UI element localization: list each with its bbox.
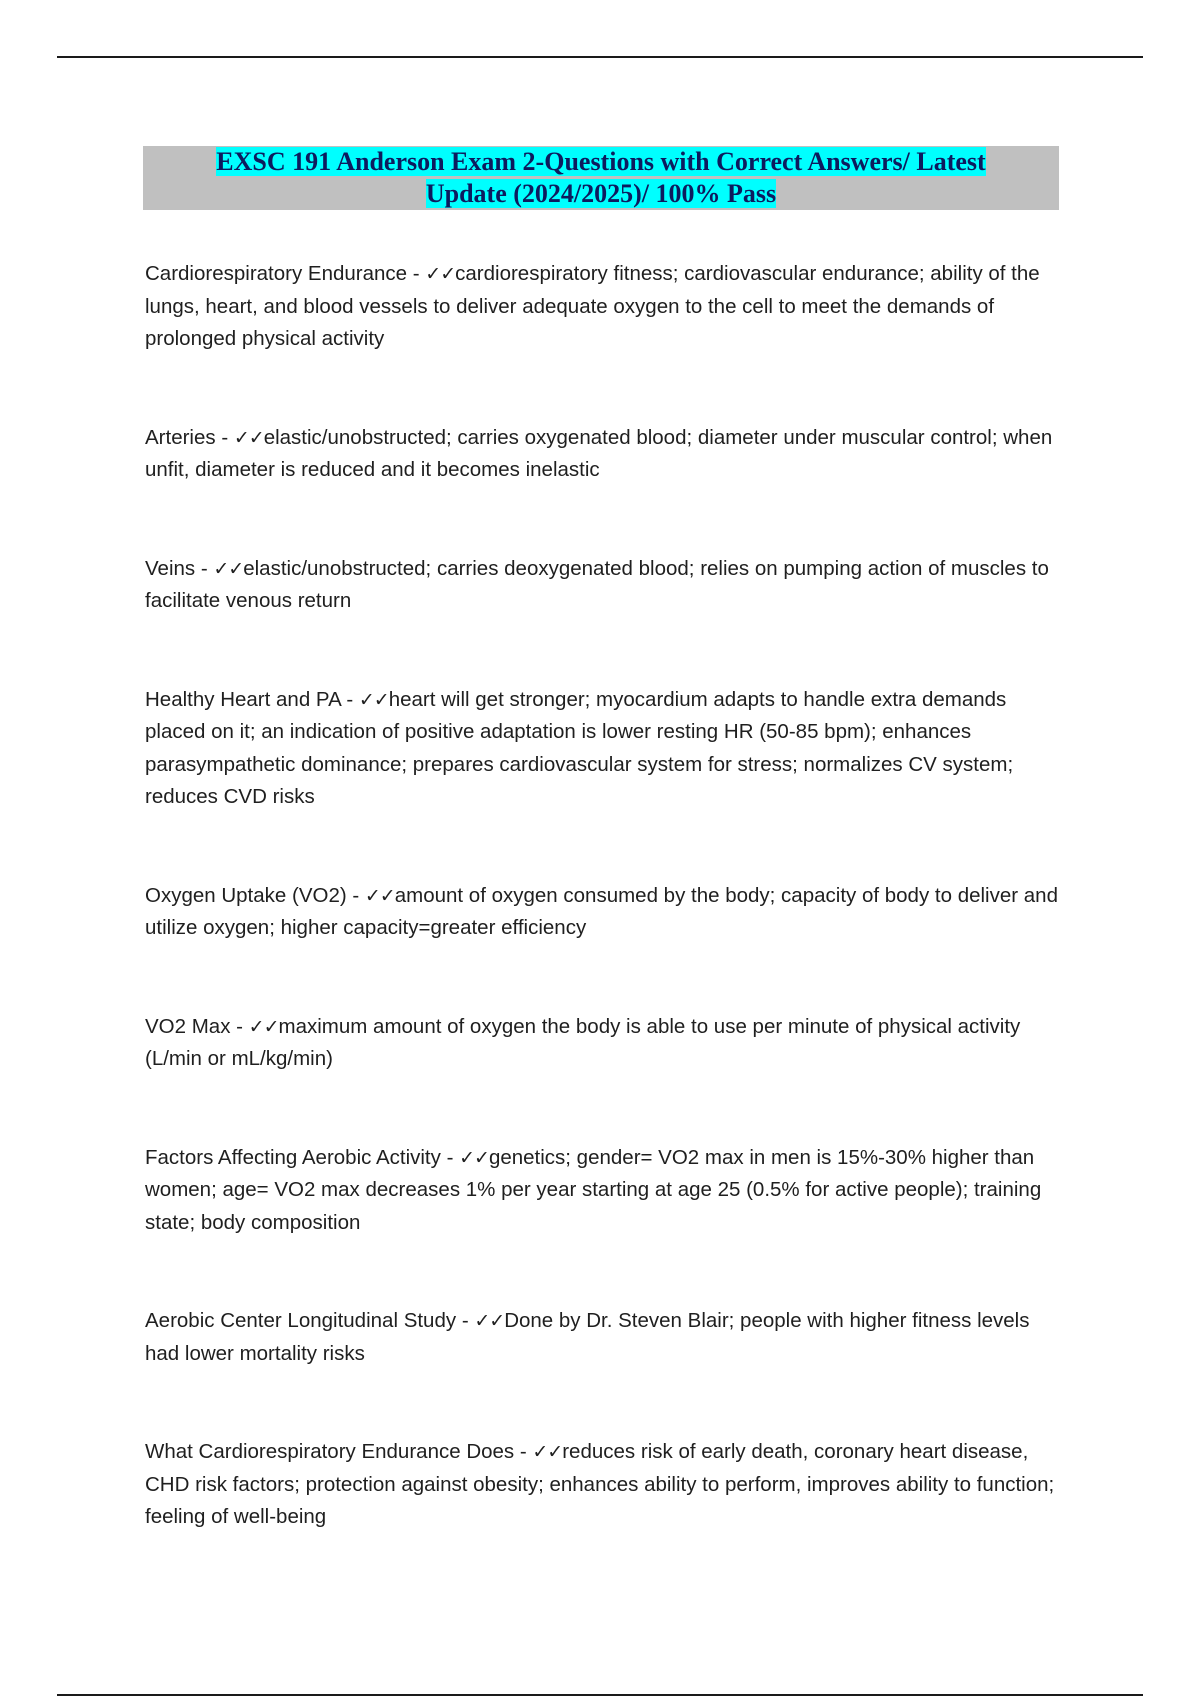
answer: amount of oxygen consumed by the body; capacity of body to deliver and utilize oxygen; higher capacity=greater efficiency — [145, 883, 1058, 939]
qa-item-2 — [145, 553, 1065, 618]
separator: - — [440, 1145, 460, 1169]
term: Oxygen Uptake (VO2) — [145, 883, 347, 907]
answer: cardiorespiratory fitness; cardiovascular endurance; ability of the lungs, heart, and blood vessels to deliver adequate oxygen to the cell to meet the demands of prolonged physical activity — [145, 262, 1040, 350]
qa-item-6 — [145, 1142, 1065, 1240]
qa-item-3 — [145, 684, 1065, 814]
double-check-icon: ✓✓ — [248, 1015, 279, 1038]
separator: - — [346, 883, 365, 907]
term: What Cardiorespiratory Endurance Does — [145, 1440, 515, 1463]
double-check-icon: ✓✓ — [213, 557, 244, 580]
document-title — [143, 146, 1059, 210]
separator: - — [407, 262, 426, 285]
separator: - — [195, 556, 214, 580]
double-check-icon: ✓✓ — [425, 263, 456, 285]
double-check-icon: ✓✓ — [474, 1310, 505, 1332]
term: VO2 Max — [145, 1014, 231, 1038]
double-check-icon: ✓✓ — [358, 688, 389, 711]
term: Aerobic Center Longitudinal Study — [145, 1309, 457, 1332]
separator: - — [215, 425, 234, 449]
double-check-icon: ✓✓ — [459, 1146, 489, 1169]
answer: Done by Dr. Steven Blair; people with higher fitness levels had lower mortality risks — [145, 1309, 1030, 1365]
double-check-icon: ✓✓ — [364, 884, 395, 907]
answer: elastic/unobstructed; carries deoxygenated blood; relies on pumping action of muscles to facilitate venous return — [145, 556, 1049, 612]
term: Arteries — [145, 425, 216, 449]
title-line-2: Update (2024/2025)/ 100% Pass — [425, 179, 777, 208]
qa-item-7 — [145, 1305, 1065, 1370]
separator: - — [230, 1014, 249, 1038]
answer: genetics; gender= VO2 max in men is 15%-30% higher than women; age= VO2 max decreases 1% per year starting at age 25 (0.5% for active people); training state; body composition — [145, 1145, 1042, 1234]
separator: - — [340, 687, 359, 711]
qa-item-5 — [145, 1011, 1065, 1076]
separator: - — [514, 1440, 533, 1463]
double-check-icon: ✓✓ — [532, 1441, 563, 1463]
header-rule — [57, 56, 1143, 58]
qa-item-8 — [145, 1436, 1065, 1534]
qa-item-0 — [145, 258, 1065, 356]
answer: reduces risk of early death, coronary heart disease, CHD risk factors; protection against obesity; enhances ability to perform, improves ability to function; feeling of well-being — [145, 1440, 1055, 1528]
separator: - — [456, 1309, 475, 1332]
double-check-icon: ✓✓ — [233, 426, 264, 449]
qa-list — [145, 258, 1065, 1534]
qa-item-4 — [145, 880, 1065, 945]
title-line-1: EXSC 191 Anderson Exam 2-Questions with Correct Answers/ Latest — [216, 147, 986, 176]
term: Veins — [145, 556, 196, 580]
qa-item-1 — [145, 422, 1065, 487]
answer: elastic/unobstructed; carries oxygenated blood; diameter under muscular control; when unfit, diameter is reduced and it becomes inelastic — [145, 425, 1053, 481]
footer-rule — [57, 1694, 1143, 1696]
answer: maximum amount of oxygen the body is able to use per minute of physical activity (L/min or mL/kg/min) — [145, 1014, 1021, 1070]
term: Healthy Heart and PA — [145, 687, 341, 711]
term: Factors Affecting Aerobic Activity — [145, 1145, 441, 1169]
term: Cardiorespiratory Endurance — [145, 262, 408, 285]
answer: heart will get stronger; myocardium adapts to handle extra demands placed on it; an indication of positive adaptation is lower resting HR (50-85 bpm); enhances parasympathetic dominance; prepares cardiovascular system for stress; normalizes CV system; reduces CVD risks — [145, 687, 1014, 808]
